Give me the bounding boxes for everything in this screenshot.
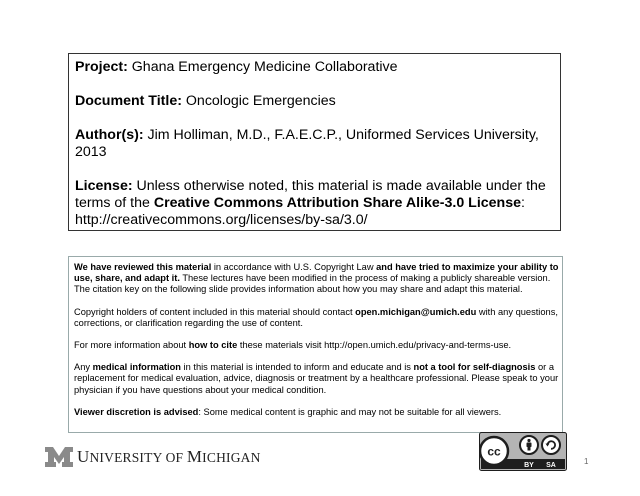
citation-paragraph: For more information about how to cite these materials visit http://open.umich.edu/privacy-and-terms-use. <box>74 340 512 351</box>
cc-sa-label: SA <box>546 462 556 469</box>
block-m-icon <box>44 446 74 468</box>
page-number: 1 <box>584 457 589 466</box>
attribution-icon <box>520 436 538 454</box>
share-alike-icon <box>542 436 560 454</box>
document-info-box <box>68 53 561 231</box>
copyright-notice-box <box>68 256 563 433</box>
review-paragraph: We have reviewed this material in accordance with U.S. Copyright Law and have tried to maximize your ability to use, share, and adapt it. These lectures have been modified in the process of making a publicly shareable version. The citation key on the following slide provides information about how you may share and adapt this material. <box>74 262 559 295</box>
authors-line: Author(s): Jim Holliman, M.D., F.A.E.C.P., Uniformed Services University, 2013 <box>75 127 539 160</box>
cc-by-sa-badge <box>479 432 567 471</box>
copyright-contact-paragraph: Copyright holders of content included in this material should contact open.michigan@umich.edu with any questions, corrections, or clarification regarding the use of content. <box>74 306 558 328</box>
svg-text:cc: cc <box>487 444 501 459</box>
medical-disclaimer-paragraph: Any medical information in this material is intended to inform and educate and is not a tool for self-diagnosis or a replacement for medical evaluation, advice, diagnosis or treatment by a healthcare professional. Please speak to your physician if you have questions about your medical condition. <box>74 362 559 395</box>
university-name: UNIVERSITY OF MICHIGAN <box>77 447 261 466</box>
cc-by-label: BY <box>524 462 534 469</box>
license-line: License: Unless otherwise noted, this material is made available under the terms of the Creative Commons Attribution Share Alike-3.0 License: http://creativecommons.org/licenses/by-sa/3.0/ <box>75 178 546 228</box>
creative-commons-icon <box>480 437 508 465</box>
document-title-line: Document Title: Oncologic Emergencies <box>75 93 336 109</box>
university-of-michigan-logo <box>44 445 261 469</box>
project-line: Project: Ghana Emergency Medicine Collaborative <box>75 59 398 75</box>
viewer-discretion-paragraph: Viewer discretion is advised: Some medical content is graphic and may not be suitable for all viewers. <box>74 406 502 417</box>
